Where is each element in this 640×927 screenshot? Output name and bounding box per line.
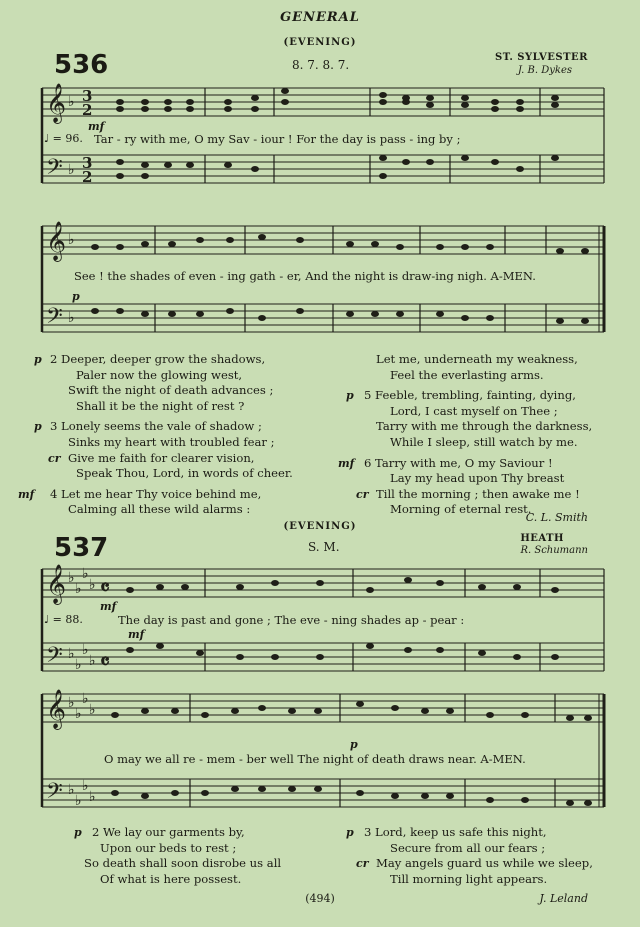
svg-text:𝄴: 𝄴 [100, 649, 110, 675]
svg-text:♭: ♭ [82, 778, 89, 794]
hymn-536-verses-left [18, 352, 340, 518]
hymn-536-occasion: (EVENING) [283, 37, 357, 48]
svg-text:♭: ♭ [68, 162, 75, 178]
svg-text:♭: ♭ [89, 577, 96, 593]
hymn-536-dynamic-1: mf [88, 120, 105, 133]
hymn-536-dynamic-2: p [72, 290, 80, 303]
hymn-537-composer: R. Schumann [520, 545, 588, 556]
svg-text:♭: ♭ [75, 581, 82, 597]
hymn-537-dynamic-1: mf [100, 600, 117, 613]
hymn-536-lyric-line-1: Tar - ry with me, O my Sav - iour ! For the day is pass - ing by ; [94, 132, 461, 146]
hymn-536-author: C. L. Smith [525, 511, 588, 524]
hymn-537-verses-right [346, 825, 622, 887]
svg-text:♭: ♭ [75, 657, 82, 673]
hymn-537-verses-left [74, 825, 348, 887]
svg-text:𝄞: 𝄞 [46, 221, 67, 261]
verse-537-3: p 3 Lord, keep us safe this night, Secure from all our fears ; cr May angels guard us while we sleep, Till morning light appears. [346, 825, 593, 886]
hymn-537-dynamic-2: p [350, 738, 358, 751]
hymn-536-tempo: ♩ = 96. [44, 132, 83, 145]
svg-text:♭: ♭ [82, 642, 89, 658]
verse-537-2: p 2 We lay our garments by, Upon our beds to rest ; So death shall soon disrobe us all Of what is here possest. [74, 825, 282, 886]
hymn-537-dynamic-bass: mf [128, 628, 145, 641]
footer-author: J. Leland [539, 892, 588, 905]
verse-536-5: p 5 Feeble, trembling, fainting, dying, Lord, I cast myself on Thee ; Tarry with me through the darkness, While I sleep, still watch by me. [346, 388, 593, 449]
svg-text:♭: ♭ [68, 782, 75, 798]
hymn-536-tune: ST. SYLVESTER [494, 52, 588, 63]
svg-text:♭: ♭ [68, 570, 75, 586]
svg-text:♭: ♭ [89, 789, 96, 805]
verse-536-4: mf 4 Let me hear Thy voice behind me, Calming all these wild alarms : [18, 486, 262, 517]
svg-text:𝄢: 𝄢 [46, 304, 63, 334]
verse-536-3: p 3 Lonely seems the vale of shadow ; Sinks my heart with troubled fear ; cr Give me faith for clearer vision, Speak Thou, Lord, in words of cheer. [34, 419, 293, 481]
hymn-536-number: 536 [54, 50, 109, 80]
svg-text:♭: ♭ [89, 702, 96, 718]
hymn-537-lyric-line-2: O may we all re - mem - ber well The night of death draws near. A-MEN. [104, 752, 526, 766]
svg-text:♭: ♭ [82, 566, 89, 582]
svg-text:♭: ♭ [68, 695, 75, 711]
running-head: GENERAL [280, 10, 360, 25]
verse-536-6: mf 6 Tarry with me, O my Saviour ! Lay my head upon Thy breast cr Till the morning ; then awake me ! Morning of eternal rest. [338, 455, 580, 517]
svg-text:𝄞: 𝄞 [46, 564, 67, 604]
svg-text:2: 2 [82, 168, 93, 186]
hymn-537-lyric-line-1: The day is past and gone ; The eve - ning shades ap - pear : [118, 613, 465, 627]
staff-537-2-bass [42, 779, 604, 807]
staff-537-2-treble [42, 694, 604, 722]
hymn-537-tune: HEATH [520, 533, 564, 544]
svg-text:𝄞: 𝄞 [46, 689, 67, 729]
staff-536-2-bass [42, 304, 604, 332]
hymn-536-composer: J. B. Dykes [517, 65, 572, 76]
hymn-536-meter: 8. 7. 8. 7. [292, 58, 350, 72]
svg-text:2: 2 [82, 101, 93, 119]
svg-text:♭: ♭ [68, 94, 75, 110]
svg-text:𝄢: 𝄢 [46, 779, 63, 809]
staff-536-2-treble [42, 226, 604, 254]
svg-text:3: 3 [82, 154, 93, 172]
verse-536-2: p 2 Deeper, deeper grow the shadows, Paler now the glowing west, Swift the night of death advances ; Shall it be the night of rest ? [34, 352, 274, 413]
svg-text:♭: ♭ [75, 793, 82, 809]
hymn-537-tempo: ♩ = 88. [44, 613, 83, 626]
hymn-536-verses-right [338, 352, 622, 518]
hymn-537-occasion: (EVENING) [283, 521, 357, 532]
svg-text:𝄞: 𝄞 [46, 83, 67, 123]
hymn-537-number: 537 [54, 533, 109, 563]
svg-text:♭: ♭ [68, 646, 75, 662]
svg-text:𝄢: 𝄢 [46, 155, 63, 185]
svg-text:♭: ♭ [68, 310, 75, 326]
svg-text:♭: ♭ [82, 691, 89, 707]
hymn-536-lyric-line-2: See ! the shades of even - ing gath - er, And the night is draw-ing nigh. A-MEN. [74, 269, 536, 283]
hymn-537-meter: S. M. [308, 540, 340, 554]
svg-text:𝄴: 𝄴 [100, 575, 110, 601]
page-number: (494) [305, 892, 335, 905]
verse-536-4-cont: Let me, underneath my weakness, Feel the everlasting arms. [376, 352, 578, 382]
svg-text:♭: ♭ [68, 232, 75, 248]
svg-text:𝄢: 𝄢 [46, 643, 63, 673]
svg-text:♭: ♭ [89, 653, 96, 669]
svg-text:3: 3 [82, 87, 93, 105]
svg-text:♭: ♭ [75, 706, 82, 722]
